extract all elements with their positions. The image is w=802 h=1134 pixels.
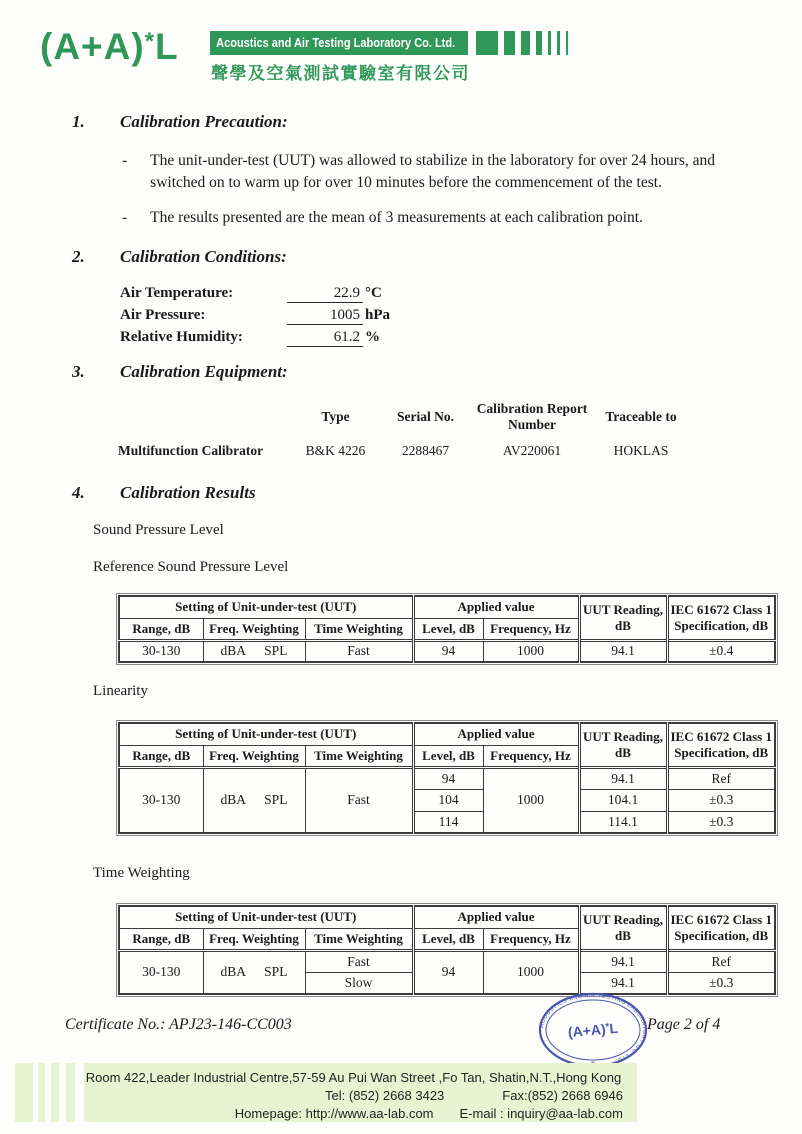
logo-bars-decoration	[476, 31, 568, 55]
subtitle-linearity: Linearity	[93, 683, 148, 699]
condition-row	[120, 329, 390, 351]
header-applied: Applied value	[413, 723, 579, 745]
cell-range: 30-130	[119, 767, 203, 833]
header-uut-reading	[579, 723, 667, 767]
equipment-name: Multifunction Calibrator	[118, 443, 264, 458]
header-level: Level, dB	[413, 745, 483, 767]
condition-unit: %	[365, 329, 380, 345]
col-header-report: Calibration Report Number	[476, 401, 588, 432]
reference-spl-table	[118, 595, 776, 663]
footer-stripe	[59, 1063, 66, 1122]
laboratory-stamp	[536, 990, 650, 1070]
header-iec	[667, 596, 775, 640]
subtitle-reference-spl: Reference Sound Pressure Level	[93, 559, 289, 575]
header-setting: Setting of Unit-under-test (UUT)	[119, 906, 413, 928]
header-freq-weighting: Freq. Weighting	[203, 618, 305, 640]
equipment-data-row	[118, 443, 698, 459]
cell-frequency: 1000	[483, 767, 579, 833]
header-range: Range, dB	[119, 745, 203, 767]
header-iec-line2: Specification, dB	[674, 617, 769, 633]
cell-uut-reading: 114.1	[579, 811, 667, 833]
header-applied: Applied value	[413, 906, 579, 928]
table-row	[119, 767, 775, 789]
header-time-weighting: Time Weighting	[305, 928, 413, 950]
cell-spec: Ref	[667, 767, 775, 789]
header-time-weighting: Time Weighting	[305, 745, 413, 767]
footer-fax: Fax:(852) 2668 6946	[502, 1088, 623, 1103]
stamp-center-text	[567, 1020, 619, 1040]
condition-value: 1005	[287, 307, 363, 325]
bar-4	[536, 31, 542, 55]
footer-email: E-mail : inquiry@aa-lab.com	[459, 1106, 623, 1121]
header-uut-line1: UUT Reading,	[583, 728, 663, 744]
table-header-row	[119, 906, 775, 928]
header-range: Range, dB	[119, 928, 203, 950]
header-iec-line1: IEC 61672 Class 1	[670, 728, 772, 744]
cell-time-weighting: Slow	[305, 972, 413, 994]
cell-time-weighting: Fast	[305, 767, 413, 833]
footer-address-bar	[15, 1063, 637, 1122]
company-name-banner	[210, 31, 468, 55]
condition-label: Air Pressure:	[120, 307, 206, 323]
logo-text: (A+A)	[40, 26, 145, 67]
cell-level: 94	[413, 640, 483, 662]
linearity-table	[118, 722, 776, 834]
table-row	[119, 950, 775, 972]
table-row	[119, 640, 775, 662]
header-iec	[667, 723, 775, 767]
list-item	[122, 207, 747, 229]
company-name-en: Acoustics and Air Testing Laboratory Co. Ltd.	[216, 36, 456, 50]
header-applied: Applied value	[413, 596, 579, 618]
cell-uut-reading: 94.1	[579, 972, 667, 994]
header-frequency: Frequency, Hz	[483, 928, 579, 950]
header-uut-line2: dB	[615, 617, 631, 633]
condition-unit: hPa	[365, 307, 391, 323]
bullet-dash: -	[122, 152, 128, 169]
condition-value: 61.2	[287, 329, 363, 347]
table-header-row	[119, 723, 775, 745]
section3-number: 3.	[72, 362, 85, 381]
bar-1	[476, 31, 498, 55]
footer-stripe	[45, 1063, 51, 1122]
bullet-text: The results presented are the mean of 3 measurements at each calibration point.	[150, 209, 643, 226]
cell-uut-reading: 94.1	[579, 950, 667, 972]
header-setting: Setting of Unit-under-test (UUT)	[119, 596, 413, 618]
bullet-text: The unit-under-test (UUT) was allowed to stabilize in the laboratory for over 24 hours, and switched on to warm up for over 10 minutes before the commencement of the test.	[150, 152, 716, 191]
section2-title: Calibration Conditions:	[120, 247, 287, 266]
condition-label: Relative Humidity:	[120, 329, 243, 345]
cell-uut-reading: 94.1	[579, 767, 667, 789]
subtitle-time-weighting: Time Weighting	[93, 865, 190, 881]
cell-freq-weighting	[203, 950, 305, 994]
bullet-dash: -	[122, 209, 128, 226]
list-item	[122, 150, 747, 194]
header-frequency: Frequency, Hz	[483, 745, 579, 767]
cell-spec: ±0.3	[667, 811, 775, 833]
cell-level: 104	[413, 789, 483, 811]
header-freq-weighting: Freq. Weighting	[203, 928, 305, 950]
condition-row	[120, 285, 390, 307]
header-uut-reading	[579, 596, 667, 640]
cell-uut-reading: 104.1	[579, 789, 667, 811]
condition-value: 22.9	[287, 285, 363, 303]
section4-number: 4.	[72, 483, 85, 502]
header-time-weighting: Time Weighting	[305, 618, 413, 640]
page-number: Page 2 of 4	[647, 1016, 721, 1033]
section2-number: 2.	[72, 247, 85, 266]
cell-range: 30-130	[119, 950, 203, 994]
section3-title: Calibration Equipment:	[120, 362, 288, 381]
footer-stripe	[33, 1063, 38, 1122]
stamp-ring-textpath: ACOUSTICS AND AIR TESTING LABORATORY CO. LTD.	[539, 992, 648, 1064]
bar-6	[557, 31, 560, 55]
cell-level: 114	[413, 811, 483, 833]
footer-contact-line	[15, 1087, 637, 1105]
header-frequency: Frequency, Hz	[483, 618, 579, 640]
bar-5	[548, 31, 551, 55]
stamp-center-suffix: L	[608, 1019, 619, 1037]
company-name-zh: 聲學及空氣測試實驗室有限公司	[211, 64, 470, 83]
footer-tel: Tel: (852) 2668 3423	[325, 1088, 445, 1103]
logo-asterisk: *	[144, 28, 156, 55]
cell-freq-weighting	[203, 767, 305, 833]
condition-unit: °C	[365, 285, 382, 301]
time-weighting-table	[118, 905, 776, 995]
freq-weighting-mode: SPL	[264, 643, 288, 659]
bar-7	[566, 31, 569, 55]
section1-number: 1.	[72, 112, 85, 131]
freq-weighting-mode: SPL	[264, 964, 288, 980]
freq-weighting-value: dBA	[220, 792, 247, 808]
equipment-type: B&K 4226	[305, 443, 366, 458]
section4-title: Calibration Results	[120, 483, 256, 502]
equipment-serial: 2288467	[401, 443, 450, 458]
header-iec-line2: Specification, dB	[674, 927, 769, 943]
header-uut-line1: UUT Reading,	[583, 911, 663, 927]
cell-level: 94	[413, 950, 483, 994]
header-freq-weighting: Freq. Weighting	[203, 745, 305, 767]
col-header-serial: Serial No.	[397, 409, 454, 424]
header-iec-line2: Specification, dB	[674, 744, 769, 760]
equipment-traceable: HOKLAS	[613, 443, 669, 458]
bar-2	[504, 31, 515, 55]
conditions-block	[120, 285, 390, 351]
table-header-row	[119, 596, 775, 618]
condition-label: Air Temperature:	[120, 285, 234, 301]
footer-address: Room 422,Leader Industrial Centre,57-59 Au Pui Wan Street ,Fo Tan, Shatin,N.T.,Hong Kong	[85, 1070, 622, 1085]
cell-frequency: 1000	[483, 640, 579, 662]
freq-weighting-mode: SPL	[264, 792, 288, 808]
header-level: Level, dB	[413, 928, 483, 950]
cell-spec: ±0.3	[667, 789, 775, 811]
equipment-table	[118, 400, 698, 459]
company-logo	[40, 22, 179, 67]
cell-spec: Ref	[667, 950, 775, 972]
cell-freq-weighting	[203, 640, 305, 662]
footer-homepage: Homepage: http://www.aa-lab.com	[234, 1106, 434, 1121]
cell-spec: ±0.3	[667, 972, 775, 994]
freq-weighting-value: dBA	[220, 643, 247, 659]
header-iec-line1: IEC 61672 Class 1	[670, 601, 772, 617]
cell-time-weighting: Fast	[305, 640, 413, 662]
header-uut-line2: dB	[615, 927, 631, 943]
cell-level: 94	[413, 767, 483, 789]
freq-weighting-value: dBA	[220, 964, 247, 980]
condition-row	[120, 307, 390, 329]
stamp-center-main: (A+A)	[567, 1020, 607, 1041]
header-level: Level, dB	[413, 618, 483, 640]
header-uut-line2: dB	[615, 744, 631, 760]
subtitle-sound-pressure-level: Sound Pressure Level	[93, 522, 224, 538]
cell-spec: ±0.4	[667, 640, 775, 662]
header-uut-reading	[579, 906, 667, 950]
cell-time-weighting: Fast	[305, 950, 413, 972]
logo-suffix: L	[155, 26, 179, 67]
header-iec-line1: IEC 61672 Class 1	[670, 911, 772, 927]
col-header-type: Type	[321, 409, 350, 424]
cell-uut-reading: 94.1	[579, 640, 667, 662]
precaution-list	[122, 150, 747, 242]
header-uut-line1: UUT Reading,	[583, 601, 663, 617]
header-range: Range, dB	[119, 618, 203, 640]
cell-range: 30-130	[119, 640, 203, 662]
section1-title: Calibration Precaution:	[120, 112, 288, 131]
stamp-center-star: *	[604, 1021, 610, 1033]
bar-3	[521, 31, 530, 55]
footer-web-line	[15, 1105, 637, 1123]
certificate-number: Certificate No.: APJ23-146-CC003	[65, 1016, 292, 1033]
footer-stripe	[75, 1063, 84, 1122]
header-setting: Setting of Unit-under-test (UUT)	[119, 723, 413, 745]
cell-frequency: 1000	[483, 950, 579, 994]
equipment-header-row	[118, 400, 698, 434]
header-iec	[667, 906, 775, 950]
col-header-traceable: Traceable to	[605, 409, 677, 424]
equipment-report: AV220061	[502, 443, 562, 458]
